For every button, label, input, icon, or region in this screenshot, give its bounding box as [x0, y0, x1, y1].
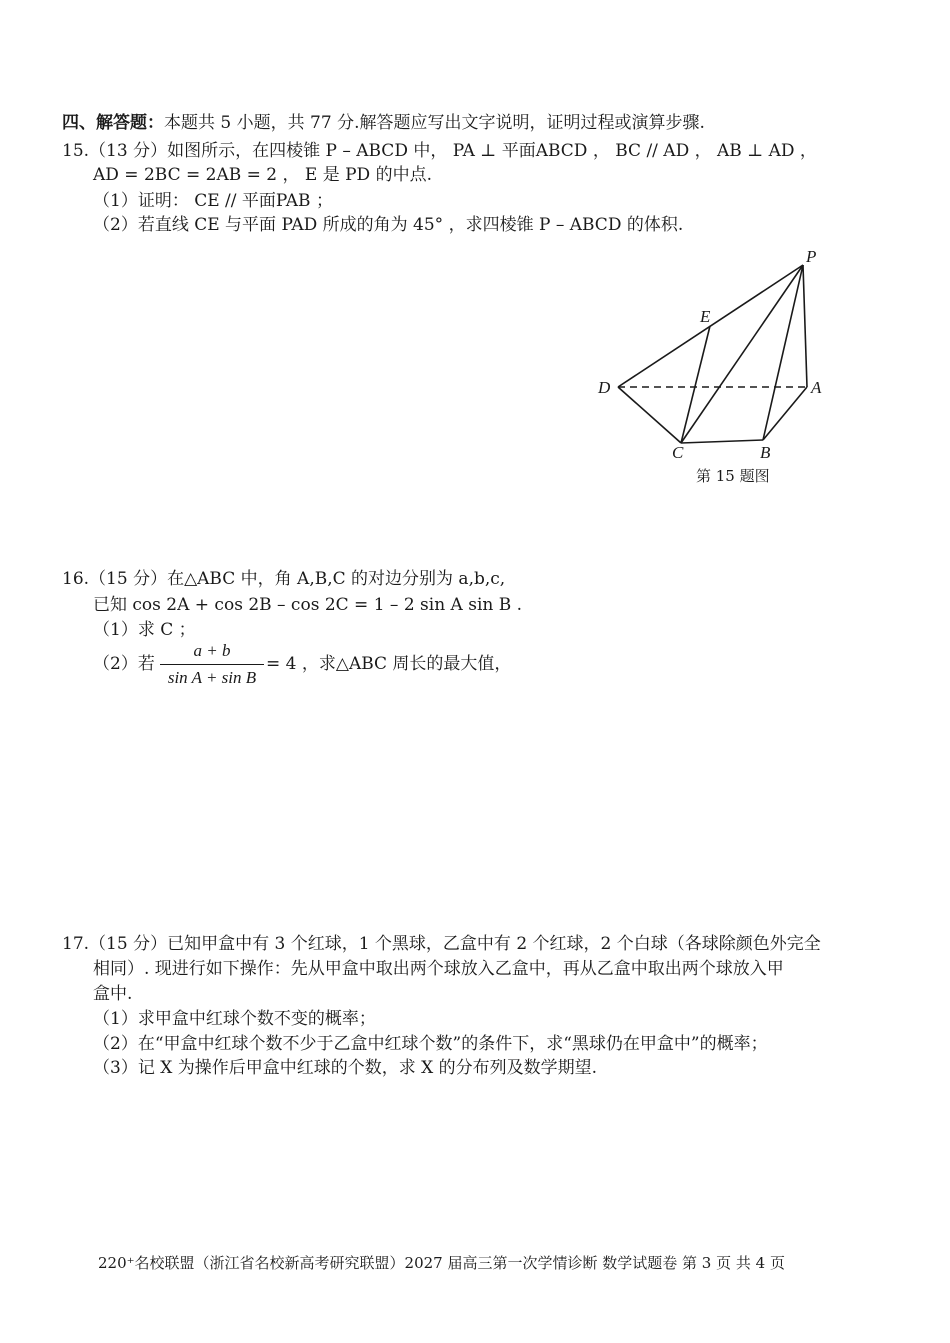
fraction-numerator: a + b	[193, 641, 231, 660]
label-B: B	[760, 443, 771, 462]
q17-part1: （1）求甲盒中红球个数不变的概率；	[93, 1009, 376, 1029]
q17-part2: （2）在“甲盒中红球个数不少于乙盒中红球个数”的条件下，求“黑球仍在甲盒中”的概率；	[93, 1034, 768, 1054]
q15-pyramid-figure	[585, 245, 845, 470]
segment-EC	[681, 326, 710, 443]
page-footer: 220⁺名校联盟（浙江省名校新高考研究联盟）2027 届高三第一次学情诊断 数学试题卷 第 3 页 共 4 页	[98, 1254, 785, 1272]
edge-PD	[618, 265, 803, 387]
section-heading	[62, 112, 705, 134]
q15-stem-line2: AD = 2BC = 2AB = 2 ， E 是 PD 的中点.	[93, 165, 432, 185]
q15-part2: （2）若直线 CE 与平面 PAD 所成的角为 45° ，求四棱锥 P – ABCD 的体积.	[93, 215, 684, 235]
q16-fraction	[160, 640, 264, 689]
q15-stem-line1: 15.（13 分）如图所示，在四棱锥 P – ABCD 中， PA ⊥ 平面ABCD ， BC // AD ， AB ⊥ AD ，	[62, 141, 817, 161]
edge-PA	[803, 265, 807, 387]
label-E: E	[700, 307, 711, 326]
fraction-denominator: sin A + sin B	[167, 668, 257, 687]
q17-part3: （3）记 X 为操作后甲盒中红球的个数，求 X 的分布列及数学期望.	[93, 1058, 598, 1078]
figure-caption: 第 15 题图	[696, 467, 770, 485]
section-intro: 本题共 5 小题，共 77 分.解答题应写出文字说明，证明过程或演算步骤.	[164, 113, 705, 133]
label-C: C	[672, 443, 684, 462]
label-D: D	[598, 378, 611, 397]
fraction-bar	[160, 664, 264, 665]
q15-part1: （1）证明： CE // 平面PAB ；	[93, 191, 333, 211]
q16-part1: （1）求 C ；	[93, 620, 196, 640]
edge-CB	[681, 440, 763, 443]
q16-stem-line2: 已知 cos 2A + cos 2B – cos 2C = 1 – 2 sin A sin B .	[93, 595, 523, 615]
label-A: A	[811, 378, 822, 397]
q17-stem-line1: 17.（15 分）已知甲盒中有 3 个红球，1 个黑球，乙盒中有 2 个红球，2 个白球（各球除颜色外完全	[62, 934, 821, 954]
q16-part2-prefix: （2）若	[93, 654, 155, 674]
edge-PC	[681, 265, 803, 443]
q16-stem-line1: 16.（15 分）在△ABC 中，角 A,B,C 的对边分别为 a,b,c,	[62, 569, 506, 589]
edge-DC	[618, 387, 681, 443]
q17-stem-line2: 相同）. 现进行如下操作：先从甲盒中取出两个球放入乙盒中，再从乙盒中取出两个球放入甲	[93, 959, 784, 979]
pyramid-diagram	[585, 245, 845, 465]
edge-PB	[763, 265, 803, 440]
q17-stem-line3: 盒中.	[93, 984, 133, 1004]
q16-part2-suffix: = 4 ，求△ABC 周长的最大值，	[266, 654, 512, 674]
label-P: P	[806, 247, 817, 266]
section-title: 四、解答题：	[62, 113, 164, 133]
